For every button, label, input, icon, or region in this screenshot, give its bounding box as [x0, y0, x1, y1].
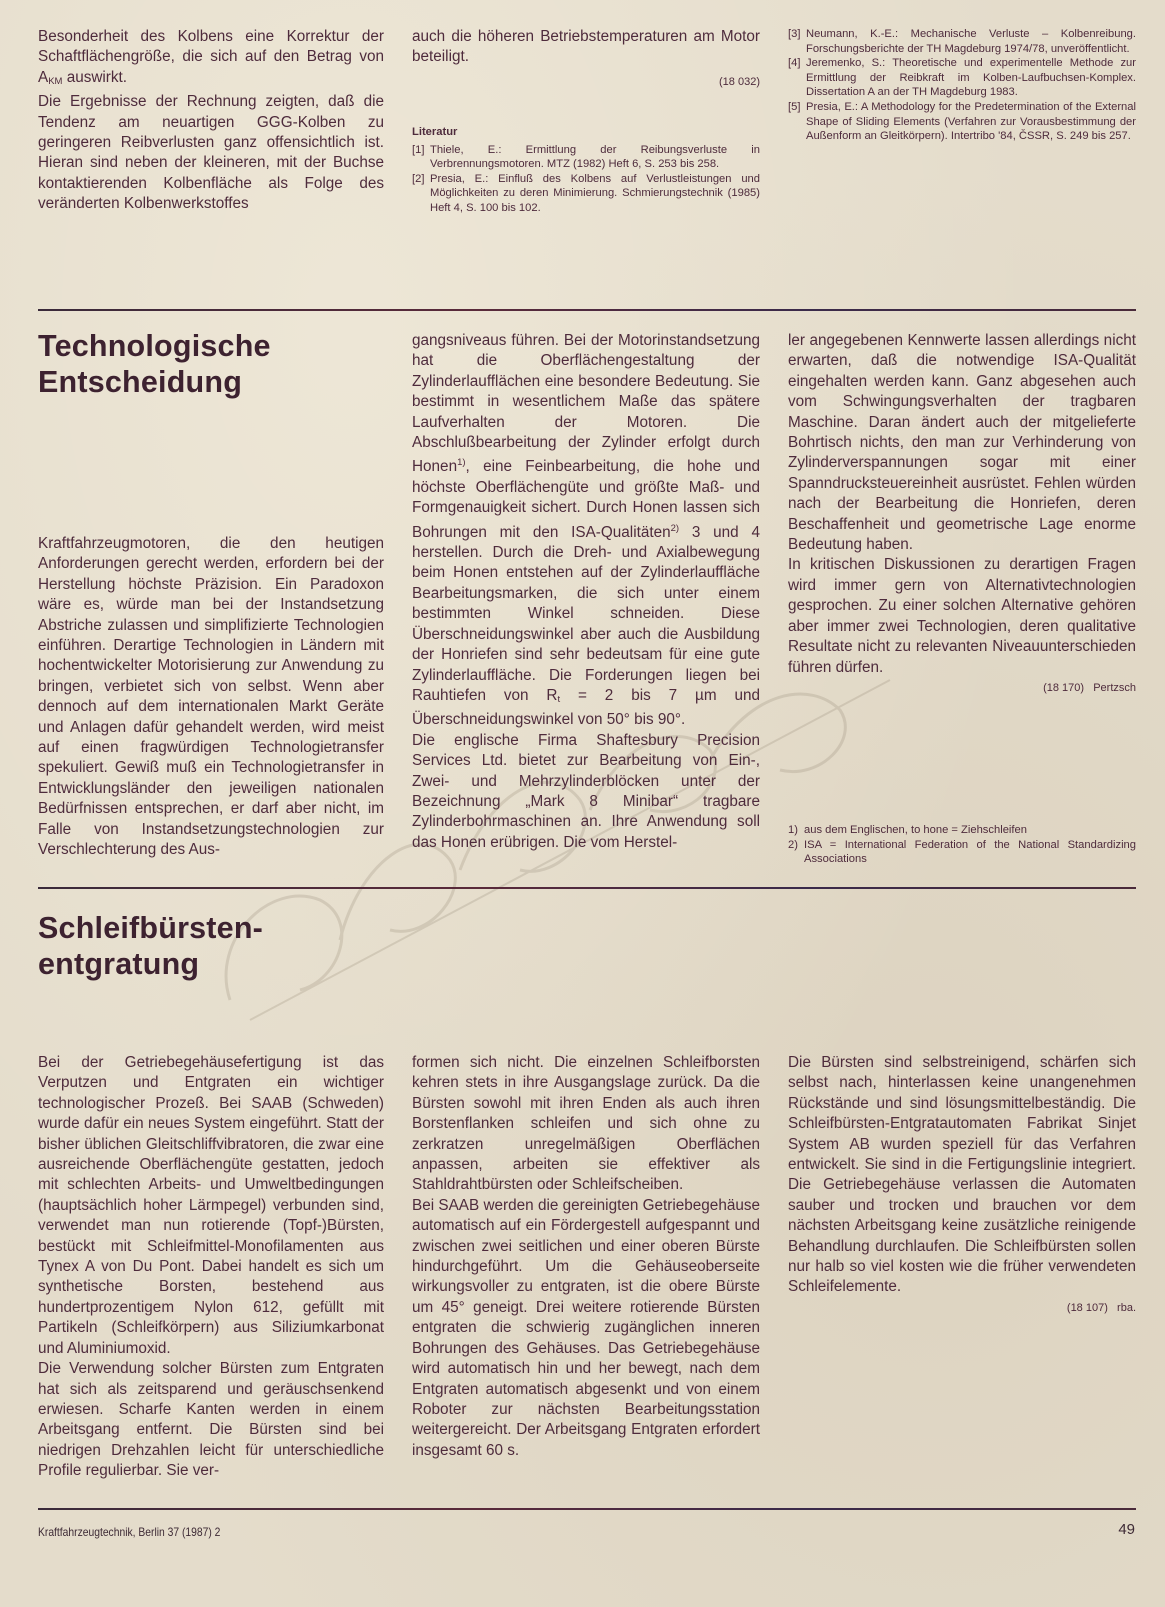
article-paragraph: Bei SAAB werden die gereinigten Getriebegehäuse automatisch auf ein Fördergestell aufgespannt und zwischen zwei seitlichen und einer oberen Bürste hindurchgeführt. Um die Gehäuseoberseite wirkungsvoller zu entgraten, ist die obere Bürste um 45° geneigt. Drei weitere rotierende Bürsten entgraten die schwierig zugänglichen inneren Bohrungen des Gehäuses. Das Getriebegehäuse wird automatisch hin und her bewegt, nach dem Entgraten automatisch abgesenkt und von einem Roboter zur nächsten Bearbeitungsstation weitergereicht. Der Arbeitsgang Entgraten erfordert insgesamt 60 s.: [412, 1196, 760, 1459]
reference-item: [1] Thiele, E.: Ermittlung der Reibungsverluste in Verbrennungsmotoren. MTZ (1982) Heft 6, S. 253 bis 258.: [412, 143, 760, 171]
reference-item: [2] Presia, E.: Einfluß des Kolbens auf Verlustleistungen und Möglichkeiten zu deren Minimierung. Schmierungstechnik (1985) Heft 4, S. 100 bis 102.: [412, 172, 760, 214]
prev-article-col1: [38, 27, 384, 215]
article1-col3: [788, 331, 1136, 698]
article-paragraph: Kraftfahrzeugmotoren, die den heutigen Anforderungen gerecht werden, erfordern bei der Herstellung höchste Präzision. Ein Paradoxon wäre es, würde man bei der Instandsetzung Abstriche zulassen und simplifizierte Technologien einführen. Derartige Technologien in Ländern mit hochentwickelter Motorisierung zur Anwendung zu bringen, verbietet sich von selbst. Wenn aber dennoch auf dem internationalen Markt Geräte und Anlagen dafür gehandelt werden, wird meist auf einen fragwürdigen Technologietransfer spekuliert. Gewiß muß ein Technologietransfer in Entwicklungsländer den jeweiligen nationalen Bedürfnissen entsprechen, er darf aber nicht, im Falle von Instandsetzungstechnologien zur Verschlechterung des Aus-: [38, 535, 384, 859]
footnote-marker: 2): [670, 522, 680, 534]
footnote-item: 2) ISA = International Federation of the National Standardizing Associations: [788, 838, 1136, 866]
article-paragraph: formen sich nicht. Die einzelnen Schleifborsten kehren stets in ihre Ausgangslage zurück. Da die Bürsten sowohl mit ihren Enden als auch ihren Borstenflanken schleifen und sich ohne zu zerkratzen unregelmäßigen Oberflächen anpassen, arbeiten sie effektiver als Stahldrahtbürsten oder Schleifscheiben.: [412, 1054, 760, 1194]
prev-article-col2: [412, 27, 760, 216]
footer-divider: [38, 1508, 1136, 1510]
article2-col2: [412, 1053, 760, 1461]
page-number: 49: [1118, 1521, 1135, 1538]
article1-col2: [412, 331, 760, 853]
article-paragraph: In kritischen Diskussionen zu derartigen Fragen wird immer gern von Alternativtechnologien gesprochen. Zu einer solchen Alternative gehören aber immer zwei Technologien, deren qualitative Resultate nicht zu relevanten Niveauunterschieden führen dürfen.: [788, 556, 1136, 676]
reference-list-continued: [788, 27, 1136, 144]
subscript: t: [557, 693, 561, 705]
article-paragraph: Bei der Getriebegehäusefertigung ist das Verputzen und Entgraten ein wichtiger technologischer Prozeß. Bei SAAB (Schweden) wurde dafür ein neues System eingeführt. Statt der bisher üblichen Gleitschliffvibratoren, die zwar eine ausreichende Oberflächengüte gestatten, jedoch mit schlechten Arbeits- und Umweltbedingungen (hauptsächlich hoher Lärmpegel) verbunden sind, verwendet man nun rotierende (Topf-)Bürsten, bestückt mit Schleifmittel-Monofilamenten aus Tynex A von Du Pont. Dabei handelt es sich um synthetische Borsten, bestehend aus hundertprozentigem Nylon 612, gefüllt mit Partikeln (Schleifkörpern) aus Siliziumkarbonat und Aluminiumoxid.: [38, 1054, 384, 1357]
prev-article-paragraph: Besonderheit des Kolbens eine Korrektur der Schaftflächengröße, die sich auf den Betrag von $A_{KM}$ auswirkt.: [38, 28, 384, 87]
journal-citation: Kraftfahrzeugtechnik, Berlin 37 (1987) 2: [38, 1525, 221, 1539]
reference-item: [3] Neumann, K.-E.: Mechanische Verluste – Kolbenreibung. Forschungsberichte der TH Magdeburg 1974/78, unveröffentlicht.: [788, 28, 1136, 55]
article-paragraph: ler angegebenen Kennwerte lassen allerdings nicht erwarten, daß die notwendige ISA-Qualität eingehalten werden kann. Ganz abgesehen auch vom Schwingungsverhalten der tragbaren Maschine. Daran ändert auch der mitgelieferte Bohrtisch nichts, den man zur Verhinderung von Zylinderverspannungen sogar mit einer Spanndrucksteuereinheit ausrüstet. Fehlen würden nach der Bearbeitung die Honriefen, deren Beschaffenheit und geometrische Lage enorme Bedeutung haben.: [788, 332, 1136, 554]
article-paragraph: Die Verwendung solcher Bürsten zum Entgraten hat sich als zeitsparend und geräuschsenkend erwiesen. Scharfe Kanten werden in einem Arbeitsgang entfernt. Die Bürsten sind bei niedrigen Drehzahlen leicht für unterschiedliche Profile regulierbar. Sie ver-: [38, 1360, 384, 1480]
article2-col3: [788, 1053, 1136, 1318]
section-divider: [38, 887, 1136, 889]
footnote-marker: 1): [457, 457, 466, 469]
article-code: (18 170) Pertzsch: [1043, 681, 1136, 694]
article-title: Technologische Entscheidung: [38, 329, 271, 399]
footnotes: [788, 823, 1136, 867]
article-paragraph: Die Bürsten sind selbstreinigend, schärfen sich selbst nach, hinterlassen keine unangenehmen Rückstände und sind lösungsmittelbeständig. Die Schleifbürsten-Entgratautomaten Fabrikat Sinjet System AB wurden speziell für das Verfahren entwickelt. Sie sind in die Fertigungslinie integriert. Die Getriebegehäuse verlassen die Automaten sauber und trocken und brauchen vor dem nächsten Arbeitsgang keine zusätzliche reinigende Behandlung durchlaufen. Die Schleifbürsten sollen nur halb so viel kosten wie die früher verwendeten Schleifelemente.: [788, 1054, 1136, 1296]
article-paragraph: Die englische Firma Shaftesbury Precision Services Ltd. bietet zur Bearbeitung von Ein-, Zwei- und Mehrzylinderblöcken unter der Bezeichnung „Mark 8 Minibar“ tragbare Zylinderbohrmaschinen an. Ihre Anwendung soll das Honen erübrigen. Die vom Herstel-: [412, 731, 760, 851]
article-code: (18 107) rba.: [1066, 1301, 1136, 1314]
prev-article-paragraph: Die Ergebnisse der Rechnung zeigten, daß die Tendenz am neuartigen GGG-Kolben zu geringeren Reibverlusten ganz offensichtlich ist. Hieran sind neben der kleineren, mit der Buchse kontaktierenden Kolbenfläche als Folge des veränderten Kolbenwerkstoffes: [38, 93, 384, 213]
prev-article-text: auch die höheren Betriebstemperaturen am Motor beteiligt.: [412, 28, 760, 66]
reference-item: [4] Jeremenko, S.: Theoretische und experimentelle Methode zur Ermittlung der Reibkraft im Kolben-Laufbuchsen-Komplex. Dissertation A an der TH Magdeburg 1983.: [788, 57, 1136, 99]
footnote-item: 1) aus dem Englischen, to hone = Ziehschleifen: [788, 824, 1027, 836]
article-paragraph: gangsniveaus führen. Bei der Motorinstandsetzung hat die Oberflächengestaltung der Zylinderlaufflächen eine besondere Bedeutung. Sie bestimmt in wesentlichem Maße das spätere Laufverhalten der Motoren. Die Abschlußbearbeitung der Zylinder erfolgt durch Honen$^{1)}$, eine Feinbearbeitung, die hohe und höchste Oberflächengüte und größte Maß- und Formgenauigkeit sichert. Durch Honen lassen sich Bohrungen mit den ISA-Qualitäten$^{2)}$ 3 und 4 herstellen. Durch die Dreh- und Axialbewegung beim Honen entstehen auf der Zylinderlauffläche Bearbeitungsmarken, die sich unter einem bestimmten Winkel schneiden. Diese Überschneidungswinkel aber auch die Ausbildung der Honriefen sind sehr bedeutsam für eine gute Zylinderlauffläche. Die Forderungen liegen bei Rauhtiefen von $R_t = 2$ bis 7 µm und Überschneidungswinkel von 50° bis 90°.: [412, 332, 760, 729]
literature-heading: Literatur: [412, 126, 458, 139]
article1-col1: [38, 534, 384, 861]
article-code: (18 032): [719, 75, 760, 88]
reference-list: [412, 143, 760, 216]
subscript: KM: [48, 75, 63, 87]
article2-col1: [38, 1053, 384, 1482]
article-title: Schleifbürsten- entgratung: [38, 911, 264, 981]
section-divider: [38, 309, 1136, 311]
reference-item: [5] Presia, E.: A Methodology for the Predetermination of the External Shape of Sliding Elements (Verfahren zur Vorausbestimmung der Außenform an Gleitkörpern). Intertribo '84, ČSSR, S. 249 bis 257.: [788, 100, 1136, 143]
